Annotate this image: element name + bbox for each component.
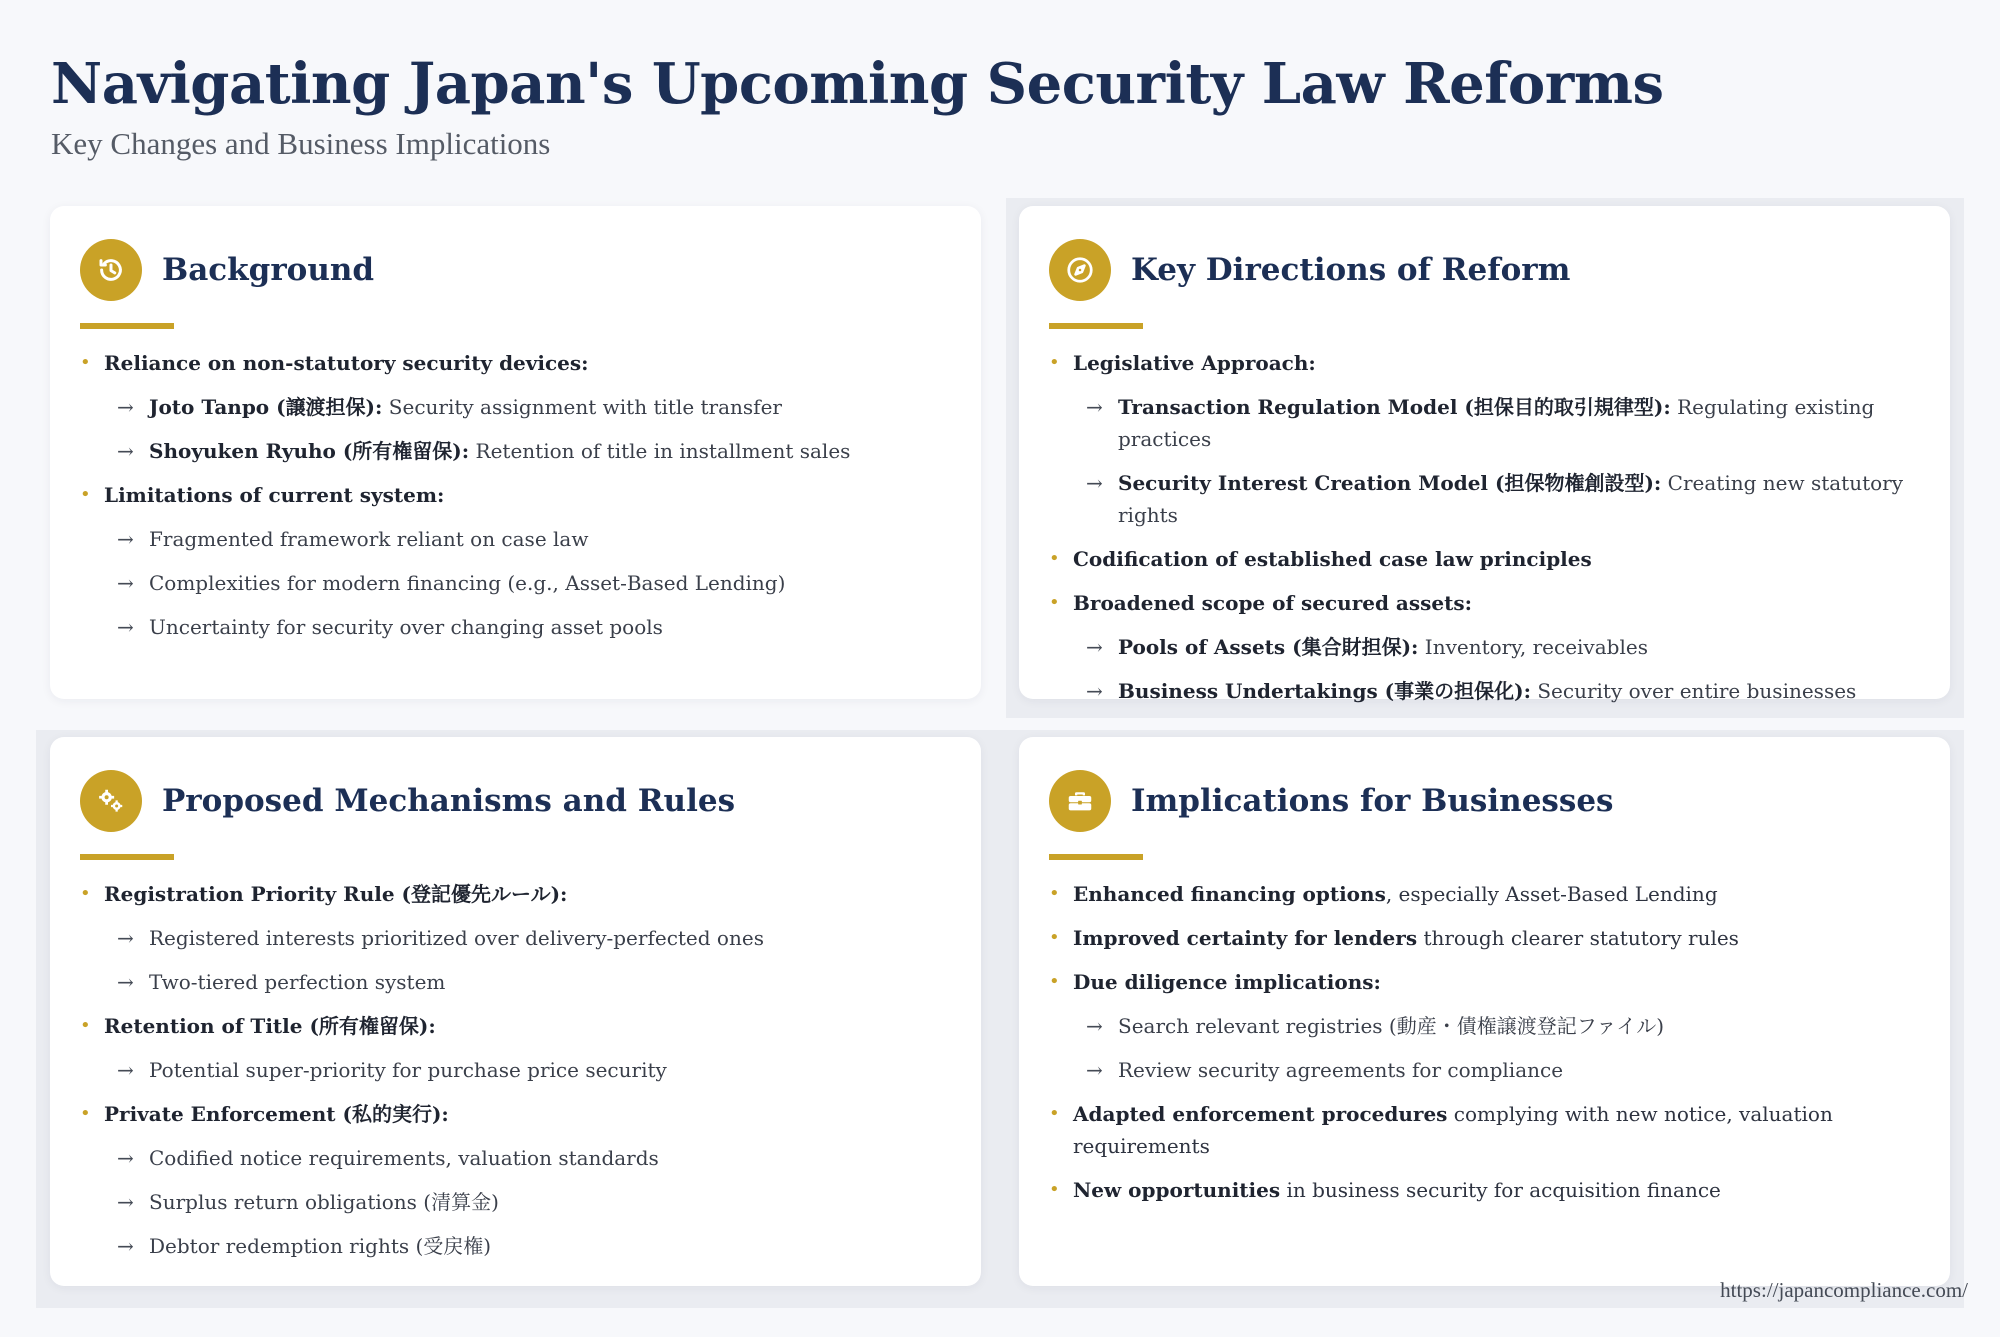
sub-item-heading: Joto Tanpo (譲渡担保): <box>149 395 383 419</box>
arrow-right-icon: → <box>117 439 134 463</box>
arrow-right-icon: → <box>117 970 134 994</box>
item-heading: New opportunities <box>1073 1178 1281 1202</box>
sub-list <box>104 1054 951 1086</box>
arrow-right-icon: → <box>117 395 134 419</box>
sub-item-text: Uncertainty for security over changing asset pools <box>149 615 663 639</box>
card-list <box>80 347 951 643</box>
title-underline <box>1049 323 1143 329</box>
sub-item-text: Potential super-priority for purchase price security <box>149 1058 667 1082</box>
sub-item-text: Fragmented framework reliant on case law <box>149 527 589 551</box>
item-heading: Limitations of current system: <box>104 483 445 507</box>
card-list <box>80 878 951 1262</box>
list-item <box>80 1010 951 1086</box>
card-list <box>1049 878 1920 1206</box>
page-header <box>51 46 1664 162</box>
sub-item <box>104 966 951 998</box>
item-heading: Enhanced financing options <box>1073 882 1386 906</box>
sub-item <box>1073 1010 1920 1042</box>
title-underline <box>1049 854 1143 860</box>
sub-item-heading: Security Interest Creation Model (担保物権創設型): <box>1118 471 1662 495</box>
list-item <box>80 1098 951 1262</box>
sub-item-heading: Business Undertakings (事業の担保化): <box>1118 679 1531 703</box>
card-background <box>50 206 981 699</box>
item-heading: Private Enforcement (私的実行): <box>104 1102 449 1126</box>
sub-item-text: Codified notice requirements, valuation standards <box>149 1146 659 1170</box>
list-item <box>80 479 951 643</box>
briefcase-icon <box>1049 770 1111 832</box>
sub-item-text: Debtor redemption rights (受戻権) <box>149 1234 492 1258</box>
card-mechanisms <box>50 737 981 1286</box>
sub-item <box>104 1230 951 1262</box>
item-heading: Adapted enforcement procedures <box>1073 1102 1448 1126</box>
item-heading: Registration Priority Rule (登記優先ルール): <box>104 882 568 906</box>
sub-item-text: Review security agreements for compliance <box>1118 1058 1564 1082</box>
item-text: complying with new notice, valuation requirements <box>1073 1102 1833 1158</box>
list-item <box>80 347 951 467</box>
item-heading: Codification of established case law principles <box>1073 547 1592 571</box>
list-item <box>1049 966 1920 1086</box>
sub-item-text: Two-tiered perfection system <box>149 970 446 994</box>
sub-item-text: Retention of title in installment sales <box>469 439 851 463</box>
sub-item <box>1073 675 1920 707</box>
sub-item <box>104 922 951 954</box>
item-text: in business security for acquisition finance <box>1280 1178 1721 1202</box>
item-heading: Broadened scope of secured assets: <box>1073 591 1473 615</box>
item-text: through clearer statutory rules <box>1417 926 1739 950</box>
arrow-right-icon: → <box>117 571 134 595</box>
sub-item-text: Surplus return obligations (清算金) <box>149 1190 499 1214</box>
title-underline <box>80 323 174 329</box>
list-item <box>1049 878 1920 910</box>
sub-item-text: Complexities for modern financing (e.g., Asset-Based Lending) <box>149 571 786 595</box>
sub-item-text: Regulating existing practices <box>1118 395 1875 451</box>
card-title: Key Directions of Reform <box>1131 252 1571 288</box>
arrow-right-icon: → <box>1086 1014 1103 1038</box>
arrow-right-icon: → <box>117 1234 134 1258</box>
history-icon <box>80 239 142 301</box>
sub-item-heading: Transaction Regulation Model (担保目的取引規律型): <box>1118 395 1671 419</box>
list-item <box>80 878 951 998</box>
sub-list <box>1073 631 1920 707</box>
list-item <box>1049 587 1920 707</box>
sub-item <box>104 611 951 643</box>
sub-list <box>104 523 951 643</box>
list-item <box>1049 347 1920 531</box>
arrow-right-icon: → <box>117 1146 134 1170</box>
sub-list <box>104 922 951 998</box>
arrow-right-icon: → <box>117 926 134 950</box>
list-item <box>1049 1174 1920 1206</box>
card-title: Proposed Mechanisms and Rules <box>162 783 736 819</box>
sub-item <box>104 523 951 555</box>
sub-item <box>104 1186 951 1218</box>
sub-item <box>104 1142 951 1174</box>
sub-item-heading: Pools of Assets (集合財担保): <box>1118 635 1419 659</box>
title-underline <box>80 854 174 860</box>
sub-item <box>104 567 951 599</box>
sub-item-text: Search relevant registries (動産・債権譲渡登記ファイル) <box>1118 1014 1665 1038</box>
sub-item <box>1073 391 1920 455</box>
sub-item-text: Security over entire businesses <box>1531 679 1857 703</box>
sub-item <box>1073 467 1920 531</box>
sub-item <box>104 1054 951 1086</box>
page-subtitle: Key Changes and Business Implications <box>51 126 551 161</box>
footer-url: https://japancompliance.com/ <box>1720 1278 1968 1302</box>
sub-item-text: Creating new statutory rights <box>1118 471 1904 527</box>
sub-item <box>104 391 951 423</box>
sub-list <box>1073 1010 1920 1086</box>
sub-list <box>1073 391 1920 531</box>
gears-icon <box>80 770 142 832</box>
list-item <box>1049 543 1920 575</box>
sub-item-text: Registered interests prioritized over delivery-perfected ones <box>149 926 764 950</box>
item-heading: Due diligence implications: <box>1073 970 1381 994</box>
list-item <box>1049 1098 1920 1162</box>
arrow-right-icon: → <box>1086 395 1103 419</box>
card-title: Background <box>162 252 375 288</box>
sub-item-text: Inventory, receivables <box>1418 635 1648 659</box>
sub-list <box>104 1142 951 1262</box>
sub-list <box>104 391 951 467</box>
item-heading: Reliance on non-statutory security devices: <box>104 351 589 375</box>
arrow-right-icon: → <box>1086 1058 1103 1082</box>
card-key-directions <box>1019 206 1950 703</box>
compass-icon <box>1049 239 1111 301</box>
arrow-right-icon: → <box>1086 471 1103 495</box>
item-text: , especially Asset-Based Lending <box>1385 882 1718 906</box>
item-heading: Improved certainty for lenders <box>1073 926 1418 950</box>
sub-item-heading: Shoyuken Ryuho (所有権留保): <box>149 439 470 463</box>
item-heading: Legislative Approach: <box>1073 351 1316 375</box>
sub-item <box>1073 631 1920 663</box>
page-title: Navigating Japan's Upcoming Security Law Reforms <box>51 51 1664 117</box>
arrow-right-icon: → <box>117 1058 134 1082</box>
card-implications <box>1019 737 1950 1286</box>
arrow-right-icon: → <box>117 527 134 551</box>
card-list <box>1049 347 1920 707</box>
arrow-right-icon: → <box>117 1190 134 1214</box>
arrow-right-icon: → <box>117 615 134 639</box>
arrow-right-icon: → <box>1086 679 1103 703</box>
sub-item <box>104 435 951 467</box>
sub-item <box>1073 1054 1920 1086</box>
card-title: Implications for Businesses <box>1131 783 1614 819</box>
item-heading: Retention of Title (所有権留保): <box>104 1014 436 1038</box>
arrow-right-icon: → <box>1086 635 1103 659</box>
sub-item-text: Security assignment with title transfer <box>382 395 782 419</box>
list-item <box>1049 922 1920 954</box>
